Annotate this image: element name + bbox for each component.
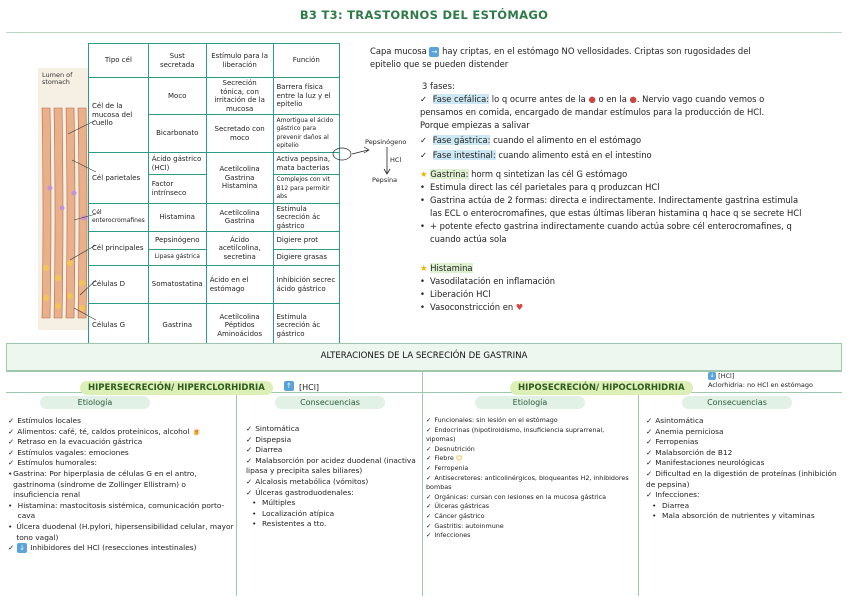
phase-cephalic-text2: o en la [598,94,627,104]
intro-mucosa: Capa mucosa [370,46,427,56]
check-icon: ✓ [646,447,653,457]
cell-substance: Somatostatina [148,266,206,304]
check-icon: ✓ [246,455,253,465]
check-icon: ✓ [426,492,432,501]
check-icon: ✓ [420,150,428,160]
pepsin-link-arrow [332,144,372,164]
hiper-title: HIPERSECRECIÓN/ HIPERCLORHIDRIA [80,381,273,395]
intro-crypts: hay criptas, en el estómago NO vellosidades. Criptas son rugosidades del [442,46,751,56]
gastrin-bullet-3b: cuando actúa sola [430,234,507,244]
list-item: • Gastrina: Por hiperplasia de células G en el antro, gastrinoma (síndrome de Zollinger Ellistram) o insuficiencia renal [8,468,197,500]
hipo-header [510,375,693,394]
list-item: ✓ Infecciones [426,531,471,540]
list-item: • Diarrea [652,500,690,510]
list-item: ✓ Endocrinas (hipotiroidismo, insuficiencia suprarrenal, vipomas) [426,425,605,444]
hiper-etiology-list [8,416,234,554]
hipo-etiology-header: Etiología [475,396,585,409]
header-function: Función [273,44,340,78]
bullet-icon: • [420,302,425,312]
cell-type: Cél de la mucosa del cuello [89,78,149,153]
cell-function: Estimula secreción ác gástrico [273,304,340,348]
gastrin-bullet-2a: Gastrina actúa de 2 formas: directa e indirectamente. Indirectamente gastrina estimula [430,195,799,205]
list-item: ✓ Úlceras gástricas [426,502,490,511]
list-item: ✓ Alimentos: café, té, caldos proteínicos, alcohol 🍺 [8,426,202,436]
check-icon: ✓ [8,416,15,425]
histamine-section [420,262,840,314]
hiper-consequences-header: Consecuencias [275,396,385,409]
phase-gastric-label: Fase gástrica: [432,135,491,145]
table-row [89,153,340,175]
arrow-down-icon: ↓ [17,543,27,553]
list-item: ✓ Manifestaciones neurológicas [646,458,765,468]
gastrin-section [420,168,840,246]
check-icon: ✓ [646,490,653,500]
divider [236,392,237,596]
bullet-icon: • [420,195,425,205]
cell-substance: Gastrina [148,304,206,348]
list-item: • Mala absorción de nutrientes y vitaminas [652,511,815,521]
hipo-consequences-list [646,416,842,522]
check-icon: ✓ [246,445,253,455]
phase-gastric [420,134,840,147]
cell-type: Cél principales [89,232,149,266]
check-icon: ✓ [426,454,432,463]
cell-stimulus: Acetilcolina Gastrina Histamina [206,153,273,204]
check-icon: ✓ [426,425,432,434]
star-icon: ★ [420,263,428,273]
check-icon: ✓ [420,135,428,145]
hipo-consequences-header: Consecuencias [682,396,792,409]
check-icon: ✓ [246,476,253,486]
header-stimulus: Estímulo para la liberación [206,44,273,78]
list-item: • Múltiples [252,498,296,508]
hiper-header [80,375,319,394]
list-item: ✓ Fiebre ☺ [426,454,463,463]
phase-cephalic-cont [420,106,840,132]
list-item: ✓ ↓ Inhibidores del HCl (resecciones intestinales) [8,543,197,553]
phase-intestinal [420,149,840,162]
divider [638,392,639,596]
title-divider [6,32,842,33]
list-item: ✓ Diarrea [246,445,283,455]
check-icon: ✓ [420,94,428,104]
hiper-tag: [HCl] [298,383,320,392]
cell-type: Cél parietales [89,153,149,204]
list-item: ✓ Ferropenias [646,437,699,447]
bullet-icon: • [8,468,13,478]
list-item: ✓ Dispepsia [246,434,292,444]
fever-face-icon: ☺ [455,454,463,463]
header-cell-type: Tipo cél [89,44,149,78]
table-row [89,203,340,232]
bullet-icon: • [252,508,257,518]
right-arrow-icon: → [429,47,439,57]
cell-stimulus: Ácido acetilcolina, secretina [206,232,273,266]
page-title: B3 T3: TRASTORNOS DEL ESTÓMAGO [299,8,549,22]
gastrin-bullet-3a: + potente efecto gastrina indirectamente cuando actúa sobre cél enterocromafines, q [430,221,792,231]
phase-cephalic-line2: pensamos en comida, encargado de mandar estímulos para la producción de HCl. [420,107,765,117]
phase-cephalic-text: lo q ocurre antes de la [491,94,586,104]
notes-intro [370,45,830,71]
check-icon: ✓ [426,521,432,530]
hiper-etiology-header: Etiología [40,396,150,409]
diagram-pepsinogen: Pepsinógeno [365,138,407,146]
phase-cephalic-label: Fase cefálica: [432,94,490,104]
cell-substance: Pepsinógeno [148,232,206,250]
phase-cephalic [420,93,840,106]
phase-intestinal-label: Fase intestinal: [432,150,496,160]
check-icon: ✓ [646,458,653,468]
table-row [89,232,340,250]
histamine-label: Histamina [430,263,473,273]
cell-substance: Histamina [148,203,206,232]
cell-stimulus: Acetilcolina Gastrina [206,203,273,232]
list-item: • Localización atípica [252,508,335,518]
check-icon: ✓ [246,487,253,497]
cell-function: Digiere grasas [273,250,340,266]
bullet-icon: • [420,276,425,286]
check-icon: ✓ [646,416,653,425]
hipo-note: Aclorhidria: no HCl en estómago [708,381,813,389]
list-item: ✓ Malabsorción por acidez duodenal (inactiva lipasa y precipita sales biliares) [246,455,416,476]
lumen-label-line2: stomach [42,78,70,86]
list-item: • Úlcera duodenal (H.pylori, hipersensibilidad celular, mayor tono vagal) [8,521,234,542]
divider [422,371,423,596]
stomach-lumen-label [42,72,72,86]
list-item: ✓ Funcionales: sin lesión en el estómago [426,416,558,424]
histamine-bullet-3: Vasoconstricción en [430,302,514,312]
cell-stimulus: Secreción tónica, con irritación de la mucosa [206,78,273,115]
list-item: ✓ Anemia perniciosa [646,426,724,436]
bullet-icon: • [420,182,425,192]
check-icon: ✓ [426,444,432,453]
notes-phase-list [420,93,840,106]
hipo-tag: [HCl] [718,372,735,380]
cell-stimulus: Ácido en el estómago [206,266,273,304]
check-icon: ✓ [8,447,15,457]
check-icon: ✓ [646,426,653,436]
cell-type: Células D [89,266,149,304]
phases-title: 3 fases: [422,81,455,91]
table-header-row [89,44,340,78]
check-icon: ✓ [426,416,432,424]
check-icon: ✓ [646,468,653,478]
list-item: ✓ Estímulos locales [8,416,81,425]
check-icon: ✓ [426,473,432,482]
phase-intestinal-text: cuando alimento está en el intestino [498,150,652,160]
table-row [89,266,340,304]
check-icon: ✓ [646,437,653,447]
intro-epithelium: epitelio que se pueden distender [370,59,509,69]
notes-phases [422,80,842,93]
diagram-hcl: HCl [390,156,402,164]
cell-substance: Ácido gástrico (HCl) [148,153,206,175]
check-icon: ✓ [8,437,15,447]
list-item: ✓ Retraso en la evacuación gástrica [8,437,143,447]
list-item: ✓ Sintomática [246,424,300,433]
histamine-bullet-1: Vasodilatación en inflamación [430,276,556,286]
list-item: ✓ Estímulos vagales: emociones [8,447,129,457]
gastrin-bullet-2b: las ECL o enterocromafines, que estas últimas liberan histamina q hace q se secrete HCl [430,208,802,218]
bullet-icon: • [652,500,657,510]
list-item: ✓ Antisecretores: anticolinérgicos, bloqueantes H2, inhibidores bombas [426,473,629,492]
cell-type: Células G [89,304,149,348]
header-substance: Sust secretada [148,44,206,78]
check-icon: ✓ [246,434,253,444]
cell-substance: Bicarbonato [148,115,206,153]
list-item: ✓ Úlceras gastroduodenales: [246,487,354,497]
lungs-icon: ♥ [515,302,524,312]
cell-substance: Factor intrínseco [148,175,206,204]
phase-gastric-text: cuando el alimento en el estómago [493,135,642,145]
cell-type: Cél enterocromafines [89,203,149,232]
check-icon: ✓ [426,463,432,472]
gastrin-label: Gastrina: [430,169,469,179]
hipo-tag-block [708,372,813,390]
list-item: • Resistentes a tto. [252,519,327,529]
histamine-bullet-2: Liberación HCl [430,289,491,299]
beer-icon: 🍺 [191,426,202,436]
list-item: ✓ Gastritis: autoinmune [426,521,504,530]
hipo-etiology-list [426,416,634,541]
check-icon: ✓ [246,424,253,433]
hipo-title: HIPOSECRECIÓN/ HIPOCLORHIDRIA [510,381,693,395]
table-row [89,304,340,348]
list-item: ✓ Malabsorción de B12 [646,447,733,457]
cell-function: Barrera física entre la luz y el epitelio [273,78,340,115]
list-item: ✓ Alcalosis metabólica (vómitos) [246,476,369,486]
check-icon: ✓ [426,511,432,520]
cell-substance: Lipasa gástrica [148,250,206,266]
phase-cephalic-line3: Porque empiezas a salivar [420,120,530,130]
bullet-icon: • [8,500,13,510]
list-item: ✓ Ferropenia [426,463,469,472]
bullet-icon: • [420,221,425,231]
list-item: ✓ Cáncer gástrico [426,511,485,520]
stomach-cell-table [88,43,340,348]
gastrin-bullet-1: Estimula direct las cél parietales para q produzcan HCl [430,182,660,192]
phase-cephalic-text3: . Nervio vago cuando vemos o [636,94,765,104]
star-icon: ★ [420,169,428,179]
table-row [89,78,340,115]
list-item: ✓ Dificultad en la digestión de proteínas (inhibición de pepsina) [646,468,837,489]
check-icon: ✓ [8,458,15,468]
check-icon: ✓ [8,426,15,436]
check-icon: ✓ [426,502,432,511]
diagram-pepsin: Pepsina [372,176,398,184]
check-icon: ✓ [8,543,15,553]
bullet-icon: • [252,498,257,508]
list-item: ✓ Asintomática [646,416,704,425]
cell-substance: Moco [148,78,206,115]
cell-function: Activa pepsina, mata bacterias [273,153,340,175]
bullet-icon: • [652,511,657,521]
check-icon: ✓ [426,531,432,540]
mouth-icon: ● [629,94,637,104]
cell-function: Complejos con vit B12 para permitir abs [273,175,340,204]
list-item: ✓ Estímulos humorales: [8,458,97,468]
lumen-label-line1: Lumen of [42,71,73,79]
arrow-up-icon: ↑ [284,381,294,391]
alterations-title: ALTERACIONES DE LA SECRECIÓN DE GASTRINA [320,351,528,361]
bullet-icon: • [420,289,425,299]
cell-function: Amortigua el ácido gástrico para prevenir daños al epitelio [273,115,340,153]
list-item: ✓ Desnutrición [426,444,475,453]
hiper-consequences-list [246,424,418,530]
arrow-down-icon: ↓ [709,372,715,379]
mouth-icon: ● [588,94,596,104]
list-item: ✓ Orgánicas: cursan con lesiones en la mucosa gástrica [426,492,607,501]
list-item: • Histamina: mastocitosis sistémica, comunicación porto-cava [8,500,225,521]
cell-function: Inhibición secrec ácido gástrico [273,266,340,304]
cell-function: Estimula secreción ác gástrico [273,203,340,232]
list-item: ✓ Infecciones: [646,490,700,500]
cell-stimulus: Acetilcolina Péptidos Aminoácidos [206,304,273,348]
cell-stimulus: Secretado con moco [206,115,273,153]
gastrin-text: horm q sintetizan las cél G estómago [471,169,628,179]
bullet-icon: • [8,521,13,531]
bullet-icon: • [252,519,257,529]
cell-function: Digiere prot [273,232,340,250]
